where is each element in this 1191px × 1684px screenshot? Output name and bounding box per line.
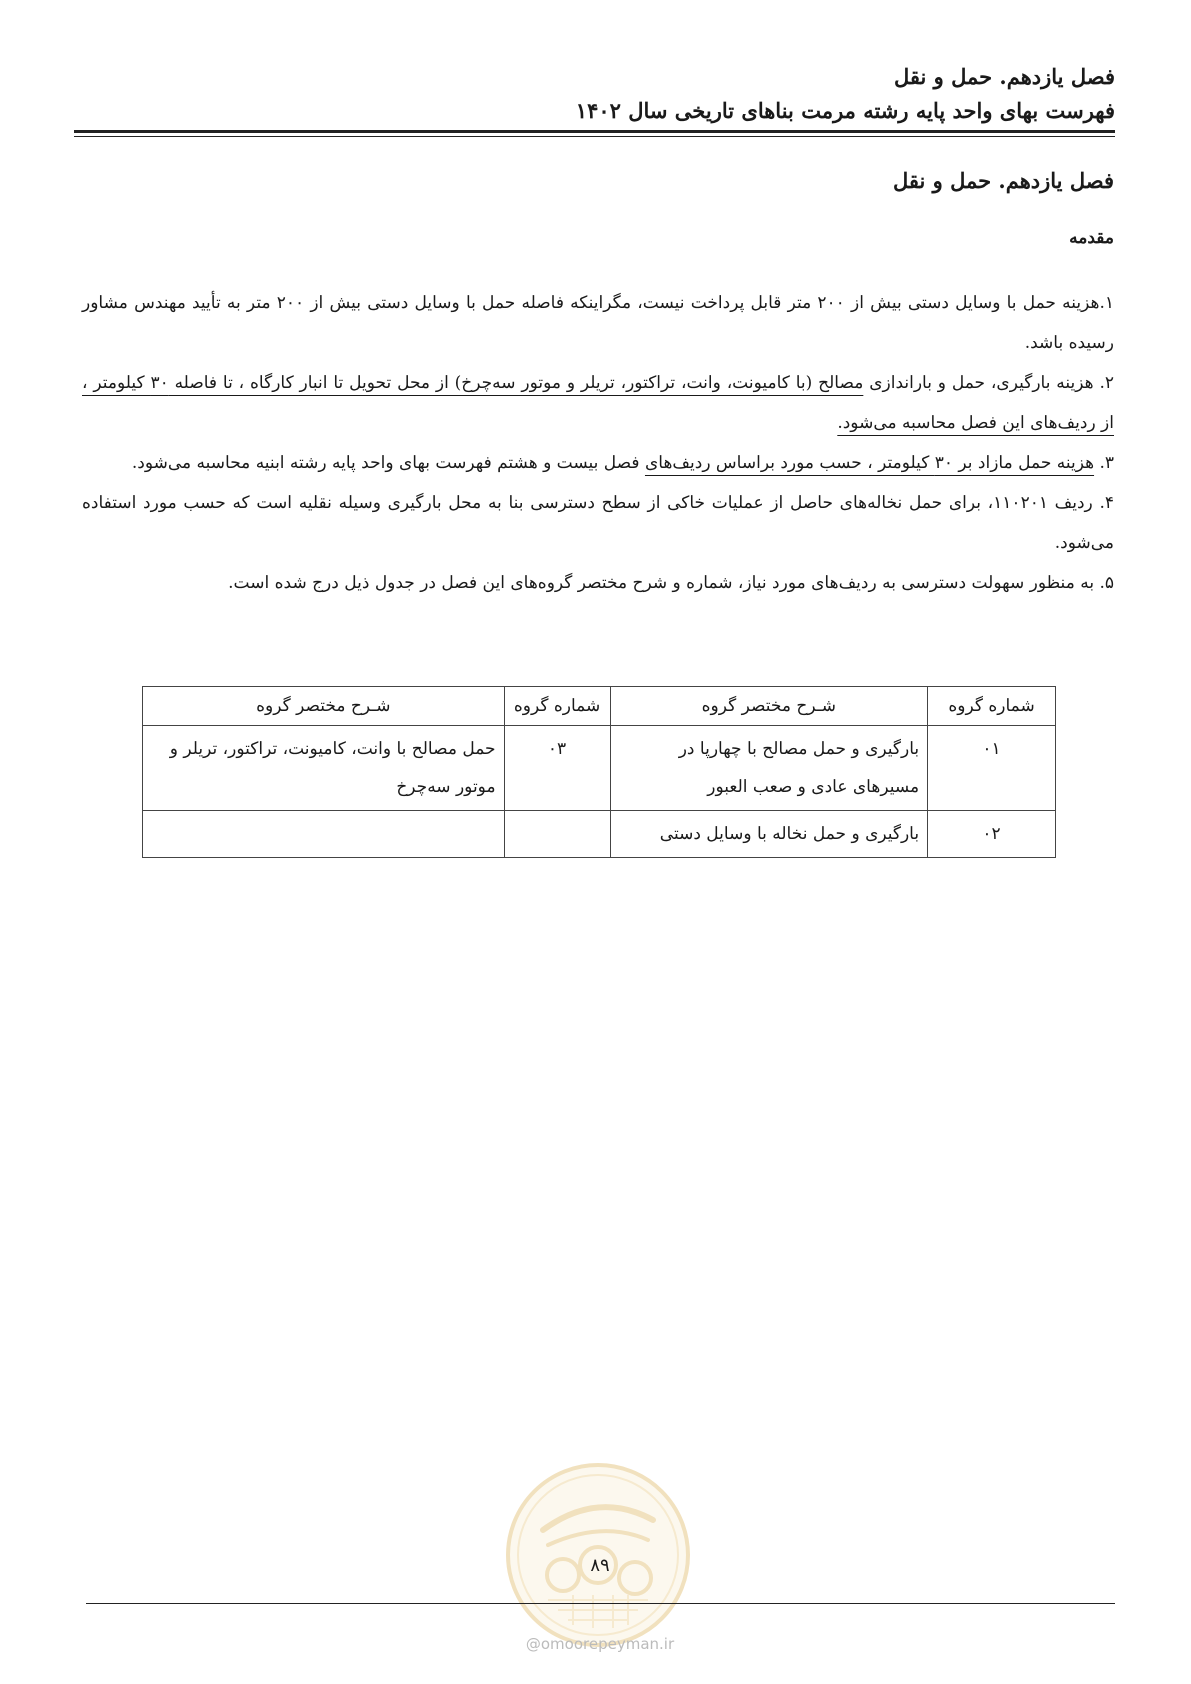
paragraph-2-lead: ۲. هزینه بارگیری، حمل و باراندازی <box>869 373 1115 393</box>
section-title: فصل یازدهم. حمل و نقل <box>892 168 1114 193</box>
website-watermark: @omoorepeyman.ir <box>525 1635 675 1653</box>
paragraph-2-underlined: مصالح (با کامیونت، وانت، تراکتور، تریلر و موتور سه‌چرخ) از محل تحویل تا انبار کارگاه ، تا فاصله ۳۰ کیلومتر ، از ردیف‌های این فصل محاسبه می‌شود. <box>82 373 1114 433</box>
paragraph-3-rest: فصل بیست و هشتم فهرست بهای واحد پایه رشته ابنیه محاسبه می‌شود. <box>131 453 640 473</box>
header-rule-thin <box>74 136 1115 137</box>
table-row <box>143 811 1056 858</box>
group-number-cell: ۰۱ <box>928 726 1056 811</box>
page-number: ۸۹ <box>590 1555 610 1576</box>
header-rule-thick <box>74 130 1115 133</box>
table-header-row <box>143 687 1056 726</box>
table-row <box>143 726 1056 811</box>
paragraph-3 <box>82 443 1114 483</box>
group-number-cell: ۰۲ <box>928 811 1056 858</box>
table-header-cell: شـرح مختصر گروه <box>143 687 505 726</box>
intro-paragraphs <box>82 283 1114 603</box>
paragraph-5: ۵. به منظور سهولت دسترسی به ردیف‌های مورد نیاز، شماره و شرح مختصر گروه‌های این فصل در جدول ذیل درج شده است. <box>228 573 1114 593</box>
footer-rule <box>86 1603 1115 1604</box>
paragraph-2 <box>82 363 1114 443</box>
group-description-cell: بارگیری و حمل نخاله با وسایل دستی <box>610 811 928 858</box>
group-description-cell: بارگیری و حمل مصالح با چهارپا در مسیرهای عادی و صعب العبور <box>610 726 928 811</box>
table-header-cell: شماره گروه <box>504 687 610 726</box>
header-document-title: فهرست بهای واحد پایه رشته مرمت بناهای تاریخی سال ۱۴۰۲ <box>575 98 1115 123</box>
group-description-cell: حمل مصالح با وانت، کامیونت، تراکتور، تریلر و موتور سه‌چرخ <box>143 726 505 811</box>
group-number-cell: ۰۳ <box>504 726 610 811</box>
header-chapter-title: فصل یازدهم. حمل و نقل <box>893 64 1115 89</box>
paragraph-4: ۴. ردیف ۱۱۰۲۰۱، برای حمل نخاله‌های حاصل از عملیات خاکی از سطح دسترسی بنا به محل بارگیری وسیله نقلیه است که حسب مورد استفاده می‌شود. <box>82 493 1114 553</box>
group-number-cell <box>504 811 610 858</box>
page-header <box>75 60 1115 128</box>
groups-table <box>142 686 1056 858</box>
table-header-cell: شـرح مختصر گروه <box>610 687 928 726</box>
intro-heading: مقدمه <box>1069 228 1114 248</box>
paragraph-1: ۱.هزینه حمل با وسایل دستی بیش از ۲۰۰ متر قابل پرداخت نیست، مگراینکه فاصله حمل با وسایل دستی بیش از ۲۰۰ متر به تأیید مهندس مشاور رسیده باشد. <box>82 293 1114 353</box>
group-description-cell <box>143 811 505 858</box>
paragraph-3-underlined: هزینه حمل مازاد بر ۳۰ کیلومتر ، حسب مورد براساس ردیف‌های <box>644 453 1095 473</box>
paragraph-3-lead: ۳. <box>1099 453 1114 473</box>
table-header-cell: شماره گروه <box>928 687 1056 726</box>
